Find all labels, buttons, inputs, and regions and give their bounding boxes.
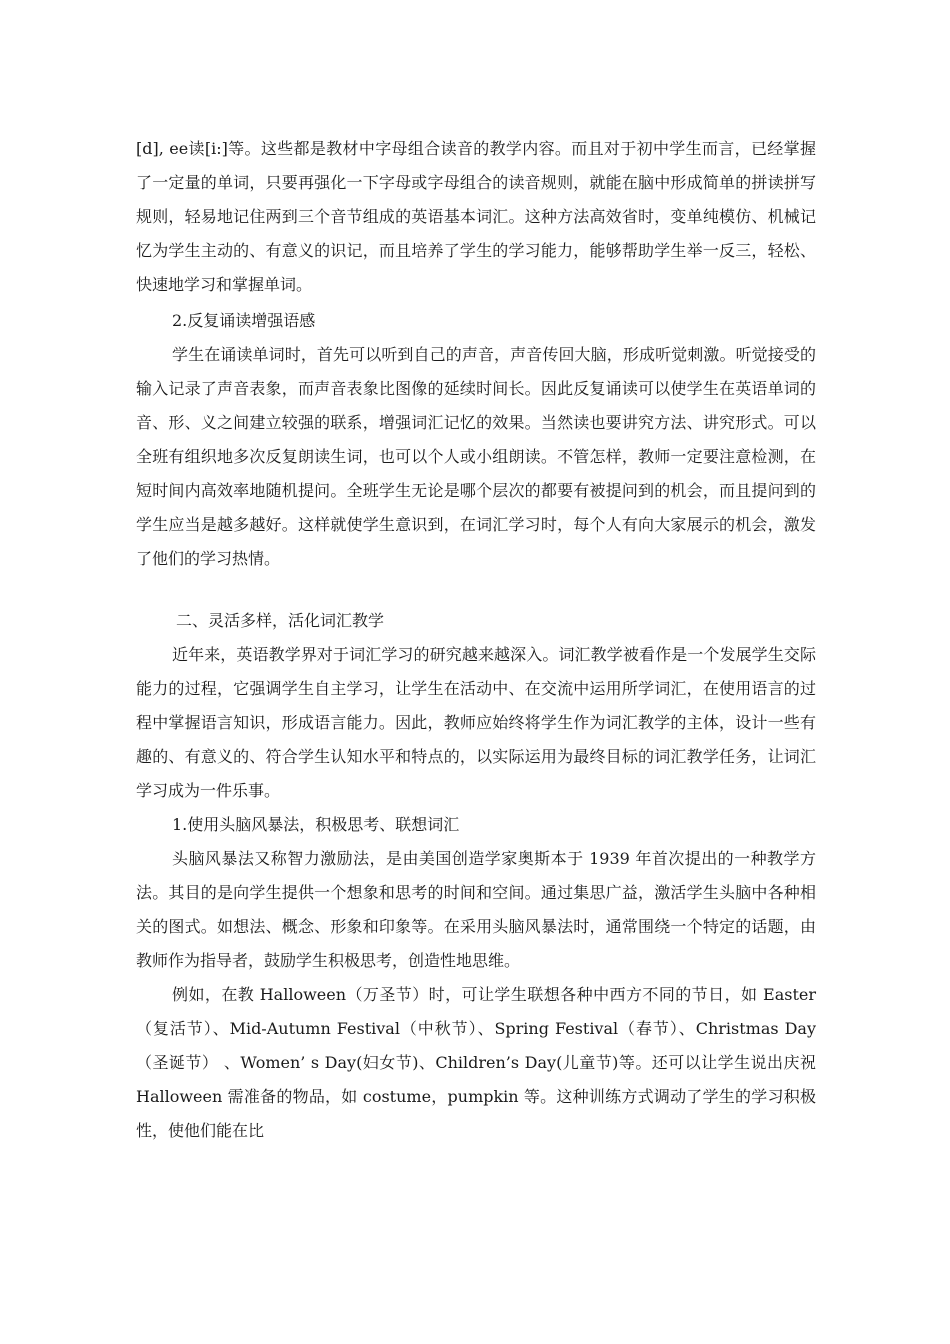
subheading-brainstorming: 1.使用头脑风暴法，积极思考、联想词汇: [172, 815, 460, 834]
paragraph-brainstorming-method: 头脑风暴法又称智力激励法，是由美国创造学家奥斯本于 1939 年首次提出的一种教学方法。其目的是向学生提供一个想象和思考的时间和空间。通过集思广益，激活学生头脑中各种相关的图式。如想法、概念、形象和印象等。在采用头脑风暴法时，通常围绕一个特定的话题，由教师作为指导者，鼓励学生积极思考，创造性地思维。: [136, 849, 816, 970]
paragraph-repeated-reading: 学生在诵读单词时，首先可以听到自己的声音，声音传回大脑，形成听觉刺激。听觉接受的输入记录了声音表象，而声音表象比图像的延续时间长。因此反复诵读可以使学生在英语单词的音、形、义之间建立较强的联系，增强词汇记忆的效果。当然读也要讲究方法、讲究形式。可以全班有组织地多次反复朗读生词，也可以个人或小组朗读。不管怎样，教师一定要注意检测，在短时间内高效率地随机提问。全班学生无论是哪个层次的都要有被提问到的机会，而且提问到的学生应当是越多越好。这样就使学生意识到，在词汇学习时，每个人有向大家展示的机会，激发了他们的学习热情。: [136, 345, 816, 568]
paragraph-phonics-rules: [d], ee读[i:]等。这些都是教材中字母组合读音的教学内容。而且对于初中学生而言，已经掌握了一定量的单词，只要再强化一下字母或字母组合的读音规则，就能在脑中形成简单的拼读拼写规则，轻易地记住两到三个音节组成的英语基本词汇。这种方法高效省时，变单纯模仿、机械记忆为学生主动的、有意义的识记，而且培养了学生的学习能力，能够帮助学生举一反三，轻松、快速地学习和掌握单词。: [136, 139, 816, 294]
paragraph-vocabulary-research: 近年来，英语教学界对于词汇学习的研究越来越深入。词汇教学被看作是一个发展学生交际能力的过程，它强调学生自主学习，让学生在活动中、在交流中运用所学词汇，在使用语言的过程中掌握语言知识，形成语言能力。因此，教师应始终将学生作为词汇教学的主体，设计一些有趣的、有意义的、符合学生认知水平和特点的，以实际运用为最终目标的词汇教学任务，让词汇学习成为一件乐事。: [136, 645, 816, 800]
paragraph-halloween-example: 例如，在教 Halloween（万圣节）时，可让学生联想各种中西方不同的节日，如 Easter（复活节）、Mid-Autumn Festival（中秋节）、Spring Festival（春节）、Christmas Day（圣诞节） 、Women’ s Day(妇女节)、Children’s Day(儿童节)等。还可以让学生说出庆祝 Halloween 需准备的物品，如 costume，pumpkin 等。这种训练方式调动了学生的学习积极性，使他们能在比: [136, 985, 816, 1140]
document-page: [136, 132, 816, 1148]
section-heading-flexible-teaching: 二、灵活多样，活化词汇教学: [176, 611, 385, 630]
subheading-repeated-reading: 2.反复诵读增强语感: [172, 311, 316, 330]
